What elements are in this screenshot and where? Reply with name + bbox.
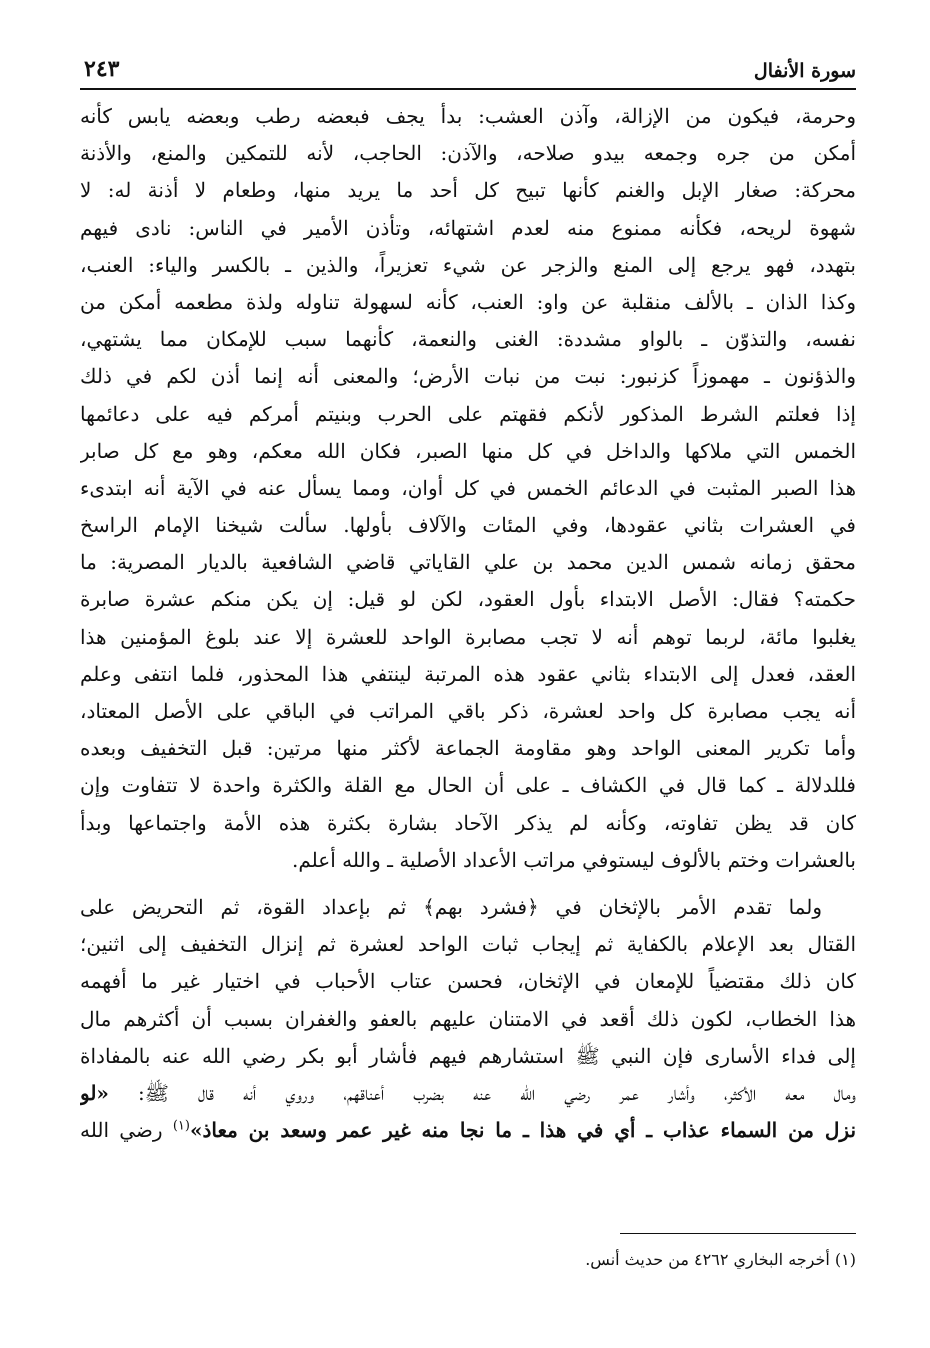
paragraph-1 xyxy=(80,98,856,879)
text-line: بتهدد، فهو يرجع إلى المنع والزجر عن شيء تعزيراً، والذين ـ بالكسر والياء: العنب، xyxy=(80,252,856,277)
text-run: رضي الله xyxy=(80,1118,163,1143)
text-line: نفسه، والتذوّن ـ بالواو مشددة: الغنى والنعمة، كأنهما سبب للإمكان مما يشتهي، xyxy=(80,327,856,352)
text-line: في العشرات بثاني عقودها، وفي المئات والآلاف بأولها. سألت شيخنا الإمام الراسخ xyxy=(80,513,856,538)
paragraph-gap xyxy=(80,879,856,889)
text-line: القتال بعد الإعلام بالكفاية ثم إيجاب ثبات الواحد لعشرة ثم إنزال التخفيف إلى اثنين؛ xyxy=(80,932,856,957)
text-line: كان قد يظن تفاوته، وكأنه لم يذكر الآحاد بشارة بكثرة هذه الأمة واجتماعها وبدأ xyxy=(80,810,856,835)
page-number: ٢٤٣ xyxy=(84,56,120,82)
text-line: بالعشرات وختم بالألوف ليستوفي مراتب الأعداد الأصلية ـ والله أعلم. xyxy=(291,847,856,872)
main-text xyxy=(80,98,856,1149)
text-line: هذا الصبر المثبت في الدعائم الخمس في كل أوان، ومما يسأل عنه في الآية أنه ابتدىء xyxy=(80,475,856,500)
text-line xyxy=(80,1112,856,1149)
text-run: ومال معه الأكثر، وأشار عمر رضي الله عنه بضرب أعناقهم، وروي أنه قال ﷺ: xyxy=(138,1080,856,1105)
text-line: محركة: صغار الإبل والغنم كأنها تبيح كل أحد ما يريد منها، وطعام لا أذنة له: لا xyxy=(80,178,856,203)
text-line: وكذا الذان ـ بالألف منقلبة عن واو: العنب، كأنه لسهولة تناوله ولذة مطعمه أمكن من xyxy=(80,289,856,314)
text-line: حكمته؟ فقال: الأصل الابتداء بأول العقود، لكن لو قيل: إن يكن منكم عشرة صابرة xyxy=(80,587,856,612)
footnote-marker[interactable]: (١) xyxy=(172,1118,190,1134)
text-line: أمكن من جره وجمعه بيدو صلاحه، والآذن: الحاجب، لأنه للتمكين والمنع، والأذنة xyxy=(80,141,856,166)
text-line: أنه يجب مصابرة كل واحد لعشرة، ذكر باقي المراتب في الباقي على الأصل المعتاد، xyxy=(80,699,856,723)
paragraph-2 xyxy=(80,889,856,1149)
text-line: محقق زمانه شمس الدين محمد بن علي القاياتي قاضي الشافعية بالديار المصرية: ما xyxy=(80,550,856,575)
header-divider xyxy=(80,88,856,90)
text-line: الخمس التي ملاكها والداخل في كل منها الصبر، فكان الله معكم، وهو مع كل صابر xyxy=(80,438,856,463)
text-line: وأما تكرير المعنى الواحد وهو مقاومة الجماعة لأكثر منها مرتين: قبل التخفيف وبعده xyxy=(80,736,856,761)
text-line: إذا فعلتم الشرط المذكور لأنكم فقهتم على الحرب وبنيتم أمركم فيه على دعائمها xyxy=(80,401,856,426)
footnote: (١) أخرجه البخاري ٤٢٦٢ من حديث أنس. xyxy=(585,1250,856,1269)
text-line: العقد، فعدل إلى الابتداء بثاني عقود هذه المرتبة لينتفي هذا المحذور، فلما انتفى وعلم xyxy=(80,661,856,686)
text-line: كان ذلك مقتضياً للإمعان في الإثخان، فحسن عتاب الأحباب في اختيار غير ما أفهمه xyxy=(80,969,856,994)
page-header xyxy=(80,56,856,86)
text-line: شهوة لريحه، فكأنه ممنوع منه لعدم اشتهائه، وتأذن الأمير في الناس: نادى فيهم xyxy=(80,215,856,240)
text-line: يغلبوا مائة، لربما توهم أنه لا تجب مصابرة الواحد للعشرة إلا عند بلوغ المؤمنين هذا xyxy=(80,624,856,649)
text-line: ولما تقدم الأمر بالإثخان في ﴿فشرد بهم﴾ ثم بإعداد القوة، ثم التحريض على xyxy=(80,894,822,919)
text-line: إلى فداء الأسارى فإن النبي ﷺ استشارهم فيهم فأشار أبو بكر رضي الله عنه بالمفاداة xyxy=(80,1043,856,1068)
text-line: وحرمة، فيكون من الإزالة، وآذن العشب: بدأ يجف فبعضه رطب وبعضه يابس كأنه xyxy=(80,104,856,128)
footnote-divider xyxy=(620,1233,856,1234)
text-line: والذؤنون ـ مهموزاً كزنبور: نبت من نبات الأرض؛ والمعنى أنه إنما أذن لكم في ذلك xyxy=(80,364,856,389)
surah-title: سورة الأنفال xyxy=(753,60,856,82)
hadith-quote: نزل من السماء عذاب ـ أي في هذا ـ ما نجا منه غير عمر وسعد بن معاذ» xyxy=(189,1118,856,1143)
hadith-quote-start: «لو xyxy=(80,1080,109,1105)
text-line xyxy=(80,1075,856,1112)
text-line: فللدلالة ـ كما قال في الكشاف ـ على أن الحال مع القلة والكثرة واحدة لا تتفاوت وإن xyxy=(80,773,856,798)
text-line: هذا الخطاب، لكون ذلك أقعد في الامتنان عليهم بالعفو والغفران بسبب أن أكثرهم مال xyxy=(80,1006,856,1031)
